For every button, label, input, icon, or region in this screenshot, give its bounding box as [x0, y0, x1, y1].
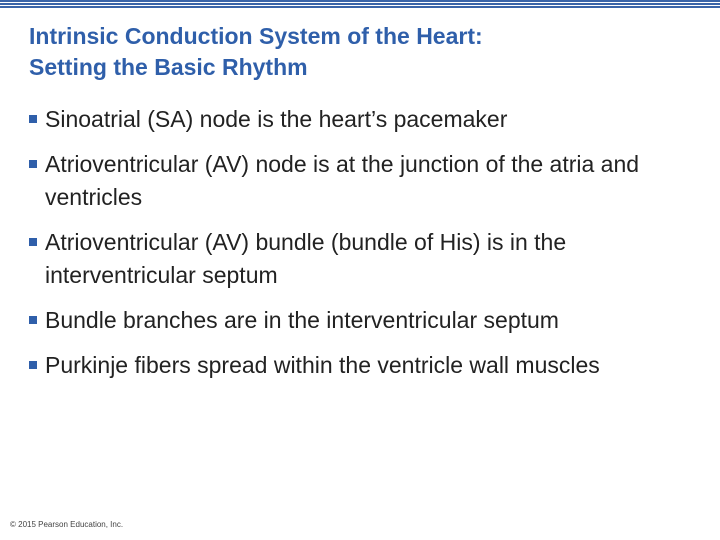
bullet-text: Bundle branches are in the interventricular septum	[45, 307, 559, 333]
slide-title-line-2: Setting the Basic Rhythm	[29, 54, 308, 80]
copyright-footer: © 2015 Pearson Education, Inc.	[10, 520, 124, 529]
bullet-item-av-bundle	[29, 226, 709, 292]
slide-title-line-1: Intrinsic Conduction System of the Heart:	[29, 23, 483, 49]
bullet-text: Purkinje fibers spread within the ventricle wall muscles	[45, 352, 600, 378]
square-bullet-icon	[29, 361, 37, 369]
bullet-text: Atrioventricular (AV) node is at the junction of the atria and ventricles	[45, 151, 640, 210]
square-bullet-icon	[29, 160, 37, 168]
bullet-text: Atrioventricular (AV) bundle (bundle of His) is in the interventricular septum	[45, 229, 567, 288]
bullet-text: Sinoatrial (SA) node is the heart’s pacemaker	[45, 106, 508, 132]
bullet-list	[29, 103, 709, 394]
square-bullet-icon	[29, 238, 37, 246]
square-bullet-icon	[29, 316, 37, 324]
bullet-item-purkinje-fibers	[29, 349, 709, 382]
slide-title	[29, 21, 689, 83]
bullet-item-av-node	[29, 148, 709, 214]
bullet-item-sa-node	[29, 103, 709, 136]
bullet-item-bundle-branches	[29, 304, 709, 337]
top-decorative-rule	[0, 0, 720, 8]
square-bullet-icon	[29, 115, 37, 123]
